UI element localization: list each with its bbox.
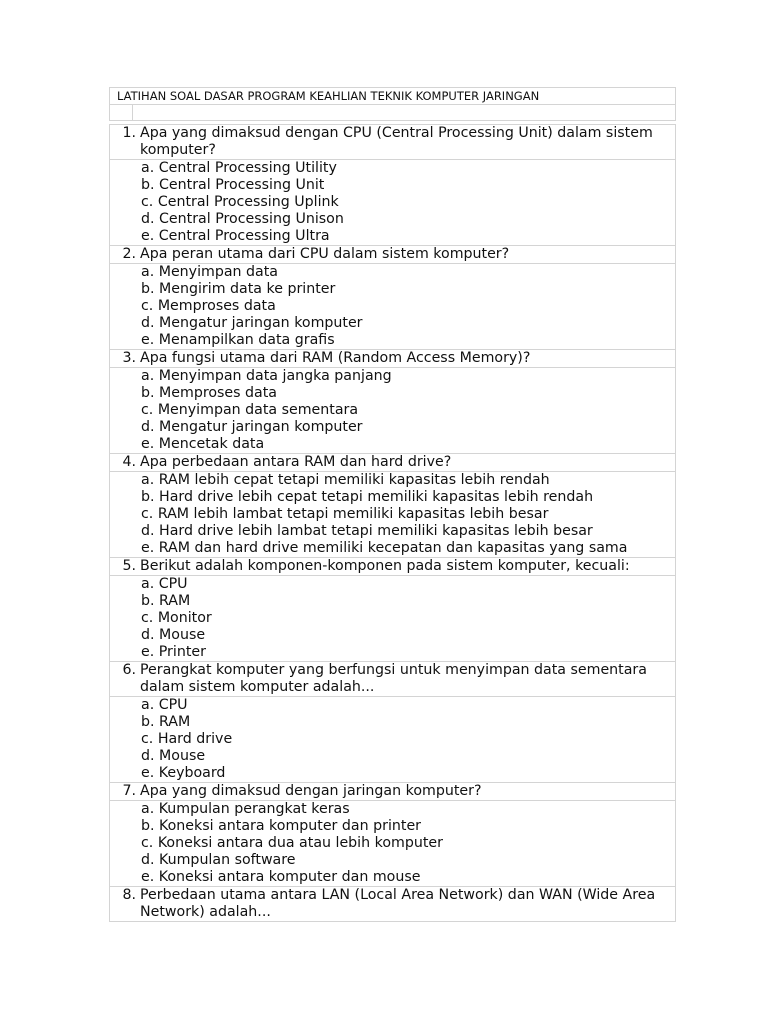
answer-option: c. Central Processing Uplink bbox=[141, 194, 339, 210]
answer-options bbox=[110, 264, 675, 349]
question-text: Berikut adalah komponen-komponen pada sistem komputer, kecuali: bbox=[140, 558, 630, 574]
answer-option: a. CPU bbox=[141, 576, 188, 592]
question-item bbox=[109, 661, 676, 783]
question-number: 2. bbox=[122, 246, 136, 262]
answer-option: a. Menyimpan data jangka panjang bbox=[141, 368, 392, 384]
question-row bbox=[110, 662, 675, 697]
answer-options bbox=[110, 576, 675, 661]
answer-option: b. Hard drive lebih cepat tetapi memiliki kapasitas lebih rendah bbox=[141, 489, 594, 505]
question-item bbox=[109, 453, 676, 558]
question-text: Apa peran utama dari CPU dalam sistem komputer? bbox=[140, 246, 510, 262]
question-number: 8. bbox=[122, 887, 136, 903]
question-row bbox=[110, 887, 675, 921]
answer-option: a. Menyimpan data bbox=[141, 264, 278, 280]
answer-option: d. Kumpulan software bbox=[141, 852, 296, 868]
question-text: Apa fungsi utama dari RAM (Random Access Memory)? bbox=[140, 350, 531, 366]
answer-option: d. Mouse bbox=[141, 627, 206, 643]
question-number: 3. bbox=[122, 350, 136, 366]
answer-options bbox=[110, 801, 675, 886]
blank-row bbox=[109, 105, 676, 121]
answer-option: d. Mengatur jaringan komputer bbox=[141, 419, 363, 435]
answer-option: d. Mengatur jaringan komputer bbox=[141, 315, 363, 331]
question-number: 5. bbox=[122, 558, 136, 574]
answer-options bbox=[110, 472, 675, 557]
question-text: Apa yang dimaksud dengan jaringan komputer? bbox=[140, 783, 482, 799]
answer-option: d. Hard drive lebih lambat tetapi memiliki kapasitas lebih besar bbox=[141, 523, 593, 539]
question-row bbox=[110, 454, 675, 472]
question-number: 7. bbox=[122, 783, 136, 799]
answer-option: d. Central Processing Unison bbox=[141, 211, 344, 227]
question-text: Perbedaan utama antara LAN (Local Area Network) dan WAN (Wide Area Network) adalah... bbox=[140, 887, 656, 920]
question-row bbox=[110, 350, 675, 368]
answer-option: e. RAM dan hard drive memiliki kecepatan dan kapasitas yang sama bbox=[141, 540, 628, 556]
question-item bbox=[109, 349, 676, 454]
question-number: 4. bbox=[122, 454, 136, 470]
answer-option: c. Monitor bbox=[141, 610, 212, 626]
worksheet-title: LATIHAN SOAL DASAR PROGRAM KEAHLIAN TEKNIK KOMPUTER JARINGAN bbox=[109, 87, 676, 105]
answer-option: b. Memproses data bbox=[141, 385, 278, 401]
answer-option: b. Koneksi antara komputer dan printer bbox=[141, 818, 422, 834]
answer-option: a. CPU bbox=[141, 697, 188, 713]
answer-option: b. Mengirim data ke printer bbox=[141, 281, 336, 297]
answer-option: e. Central Processing Ultra bbox=[141, 228, 330, 244]
question-text: Apa yang dimaksud dengan CPU (Central Processing Unit) dalam sistem komputer? bbox=[140, 125, 653, 158]
question-text: Apa perbedaan antara RAM dan hard drive? bbox=[140, 454, 452, 470]
answer-option: e. Mencetak data bbox=[141, 436, 265, 452]
question-number: 1. bbox=[122, 125, 136, 141]
answer-option: c. Memproses data bbox=[141, 298, 276, 314]
answer-option: e. Koneksi antara komputer dan mouse bbox=[141, 869, 421, 885]
answer-option: a. Kumpulan perangkat keras bbox=[141, 801, 350, 817]
question-number: 6. bbox=[122, 662, 136, 678]
question-item bbox=[109, 886, 676, 922]
question-item bbox=[109, 124, 676, 246]
answer-option: e. Printer bbox=[141, 644, 206, 660]
answer-options bbox=[110, 697, 675, 782]
answer-option: e. Keyboard bbox=[141, 765, 226, 781]
answer-option: e. Menampilkan data grafis bbox=[141, 332, 335, 348]
question-row bbox=[110, 125, 675, 160]
question-list bbox=[109, 124, 676, 922]
question-row bbox=[110, 783, 675, 801]
answer-option: d. Mouse bbox=[141, 748, 206, 764]
answer-option: b. RAM bbox=[141, 714, 191, 730]
answer-option: c. Menyimpan data sementara bbox=[141, 402, 359, 418]
answer-option: a. RAM lebih cepat tetapi memiliki kapasitas lebih rendah bbox=[141, 472, 550, 488]
answer-options bbox=[110, 160, 675, 245]
answer-option: b. RAM bbox=[141, 593, 191, 609]
question-row bbox=[110, 558, 675, 576]
answer-options bbox=[110, 368, 675, 453]
question-row bbox=[110, 246, 675, 264]
answer-option: c. Koneksi antara dua atau lebih komputer bbox=[141, 835, 443, 851]
question-item bbox=[109, 557, 676, 662]
answer-option: c. RAM lebih lambat tetapi memiliki kapasitas lebih besar bbox=[141, 506, 549, 522]
answer-option: a. Central Processing Utility bbox=[141, 160, 337, 176]
question-text: Perangkat komputer yang berfungsi untuk menyimpan data sementara dalam sistem komputer adalah... bbox=[140, 662, 647, 695]
worksheet bbox=[109, 87, 676, 922]
question-item bbox=[109, 245, 676, 350]
answer-option: c. Hard drive bbox=[141, 731, 233, 747]
answer-option: b. Central Processing Unit bbox=[141, 177, 325, 193]
question-item bbox=[109, 782, 676, 887]
